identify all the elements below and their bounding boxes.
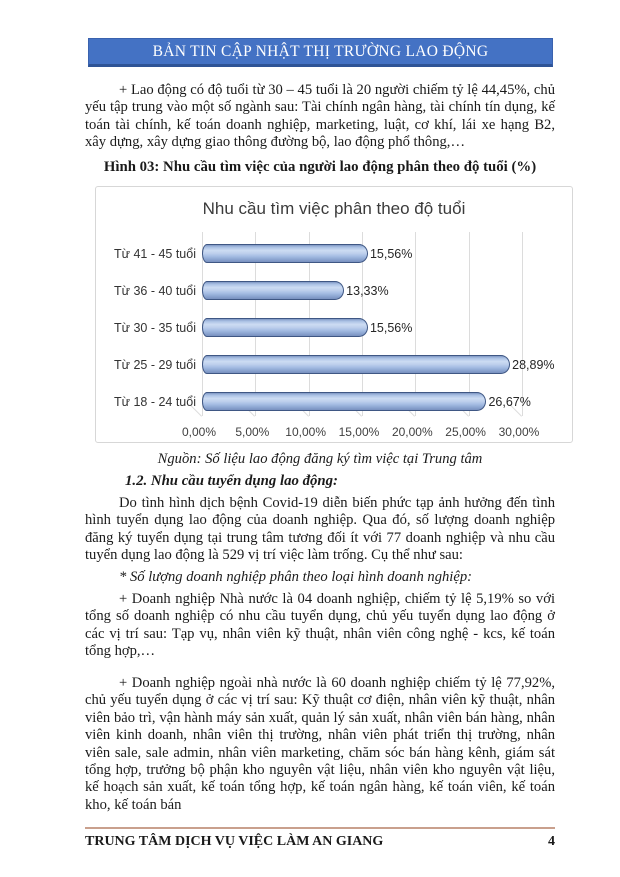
chart-bar-data-label: 28,89% [512, 358, 555, 372]
y-axis-category-label: Từ 25 - 29 tuổi [113, 358, 196, 372]
chart-bar [202, 318, 368, 337]
chart-bar-data-label: 26,67% [488, 395, 531, 409]
chart-bar-data-label: 15,56% [369, 247, 413, 261]
x-axis-tick-label: 5,00% [235, 425, 270, 439]
x-axis-tick-label: 10,00% [285, 425, 326, 439]
footer-page-number: 4 [548, 834, 555, 849]
chart-bar-data-label: 15,56% [369, 321, 413, 335]
x-axis-tick-label: 30,00% [498, 425, 540, 439]
subheading-enterprise-types: * Số lượng doanh nghiệp phân theo loại hình doanh nghiệp: [119, 569, 473, 585]
paragraph-covid: Do tình hình dịch bệnh Covid-19 diễn biến phức tạp ảnh hưởng đến tình hình tuyển dụng lao động của doanh nghiệp. Qua đó, số lượng doanh nghiệp đăng ký tuyển dụng tại trung tâm tương đối ít với 77 doanh nghiệp và nhu cầu tuyển dụng lao động là 529 vị trí việc làm trống. Cụ thể như sau: [85, 495, 555, 564]
x-axis-tick-label: 25,00% [445, 425, 486, 439]
section-heading-1-2: 1.2. Nhu cầu tuyển dụng lao động: [125, 473, 338, 489]
paragraph-private-enterprise: + Doanh nghiệp ngoài nhà nước là 60 doanh nghiệp chiếm tỷ lệ 77,92%, chủ yếu tuyển dụng ở các vị trí sau: Kỹ thuật cơ điện, nhân viên kỹ thuật, nhân viên bảo trì, vận hành máy sản xuất, quản lý sản xuất, nhân viên bán hàng, nhân viên kinh doanh, nhân viên thị trường, nhân viên phát triển thị trường, nhân viên sale, sale admin, nhân viên marketing, chăm sóc bán hàng kênh, giám sát tổng hợp, trưởng bộ phận kho nguyên vật liệu, nhân viên kho nguyên vật liệu, kế hoạch sản xuất, kế toán tổng hợp, kế toán ngân hàng, kế toán viên, kế toán kho, kế toán bán [85, 675, 555, 813]
y-axis-category-label: Từ 36 - 40 tuổi [113, 284, 196, 298]
chart-bar-data-label: 13,33% [346, 284, 389, 298]
x-axis-tick-label: 20,00% [391, 425, 433, 439]
chart-bar [202, 355, 510, 374]
figure-source: Nguồn: Số liệu lao động đăng ký tìm việc tại Trung tâm [157, 451, 483, 467]
chart-gridline [415, 232, 416, 416]
paragraph-age-group: + Lao động có độ tuổi từ 30 – 45 tuổi là 20 người chiếm tỷ lệ 44,45%, chủ yếu tập trung vào một số ngành sau: Tài chính ngân hàng, tài chính tín dụng, kế toán tài chính, kế toán doanh nghiệp, marketing, luật, cơ khí, lái xe hạng B2, xây dựng, xây dựng giao thông đường bộ, lao động phổ thông,… [85, 82, 555, 151]
y-axis-category-label: Từ 41 - 45 tuổi [113, 247, 196, 261]
chart-gridline [522, 232, 523, 416]
paragraph-state-enterprise: + Doanh nghiệp Nhà nước là 04 doanh nghiệp, chiếm tỷ lệ 5,19% so với tổng số doanh nghiệp có nhu cầu tuyển dụng, chủ yếu tuyển dụng lao động ở các vị trí sau: Tạp vụ, nhân viên kỹ thuật, nhân viên công nghệ - kcs, kế toán tổng hợp,… [85, 591, 555, 660]
y-axis-category-label: Từ 30 - 35 tuổi [113, 321, 196, 335]
chart-bar [202, 281, 344, 300]
chart-gridline [469, 232, 470, 416]
header-banner-title: BẢN TIN CẬP NHẬT THỊ TRƯỜNG LAO ĐỘNG [152, 42, 489, 60]
chart-title: Nhu cầu tìm việc phân theo độ tuổi [202, 199, 466, 218]
footer-org-name: TRUNG TÂM DỊCH VỤ VIỆC LÀM AN GIANG [85, 834, 384, 849]
x-axis-tick-label: 15,00% [338, 425, 380, 439]
page-footer [85, 827, 555, 850]
y-axis-category-label: Từ 18 - 24 tuổi [113, 395, 196, 409]
figure-caption: Hình 03: Nhu cầu tìm việc của người lao động phân theo độ tuổi (%) [103, 159, 537, 175]
bar-chart [95, 186, 573, 443]
x-axis-tick-label: 0,00% [181, 425, 217, 439]
header-banner [88, 38, 553, 67]
chart-bar [202, 392, 486, 411]
chart-bar [202, 244, 368, 263]
